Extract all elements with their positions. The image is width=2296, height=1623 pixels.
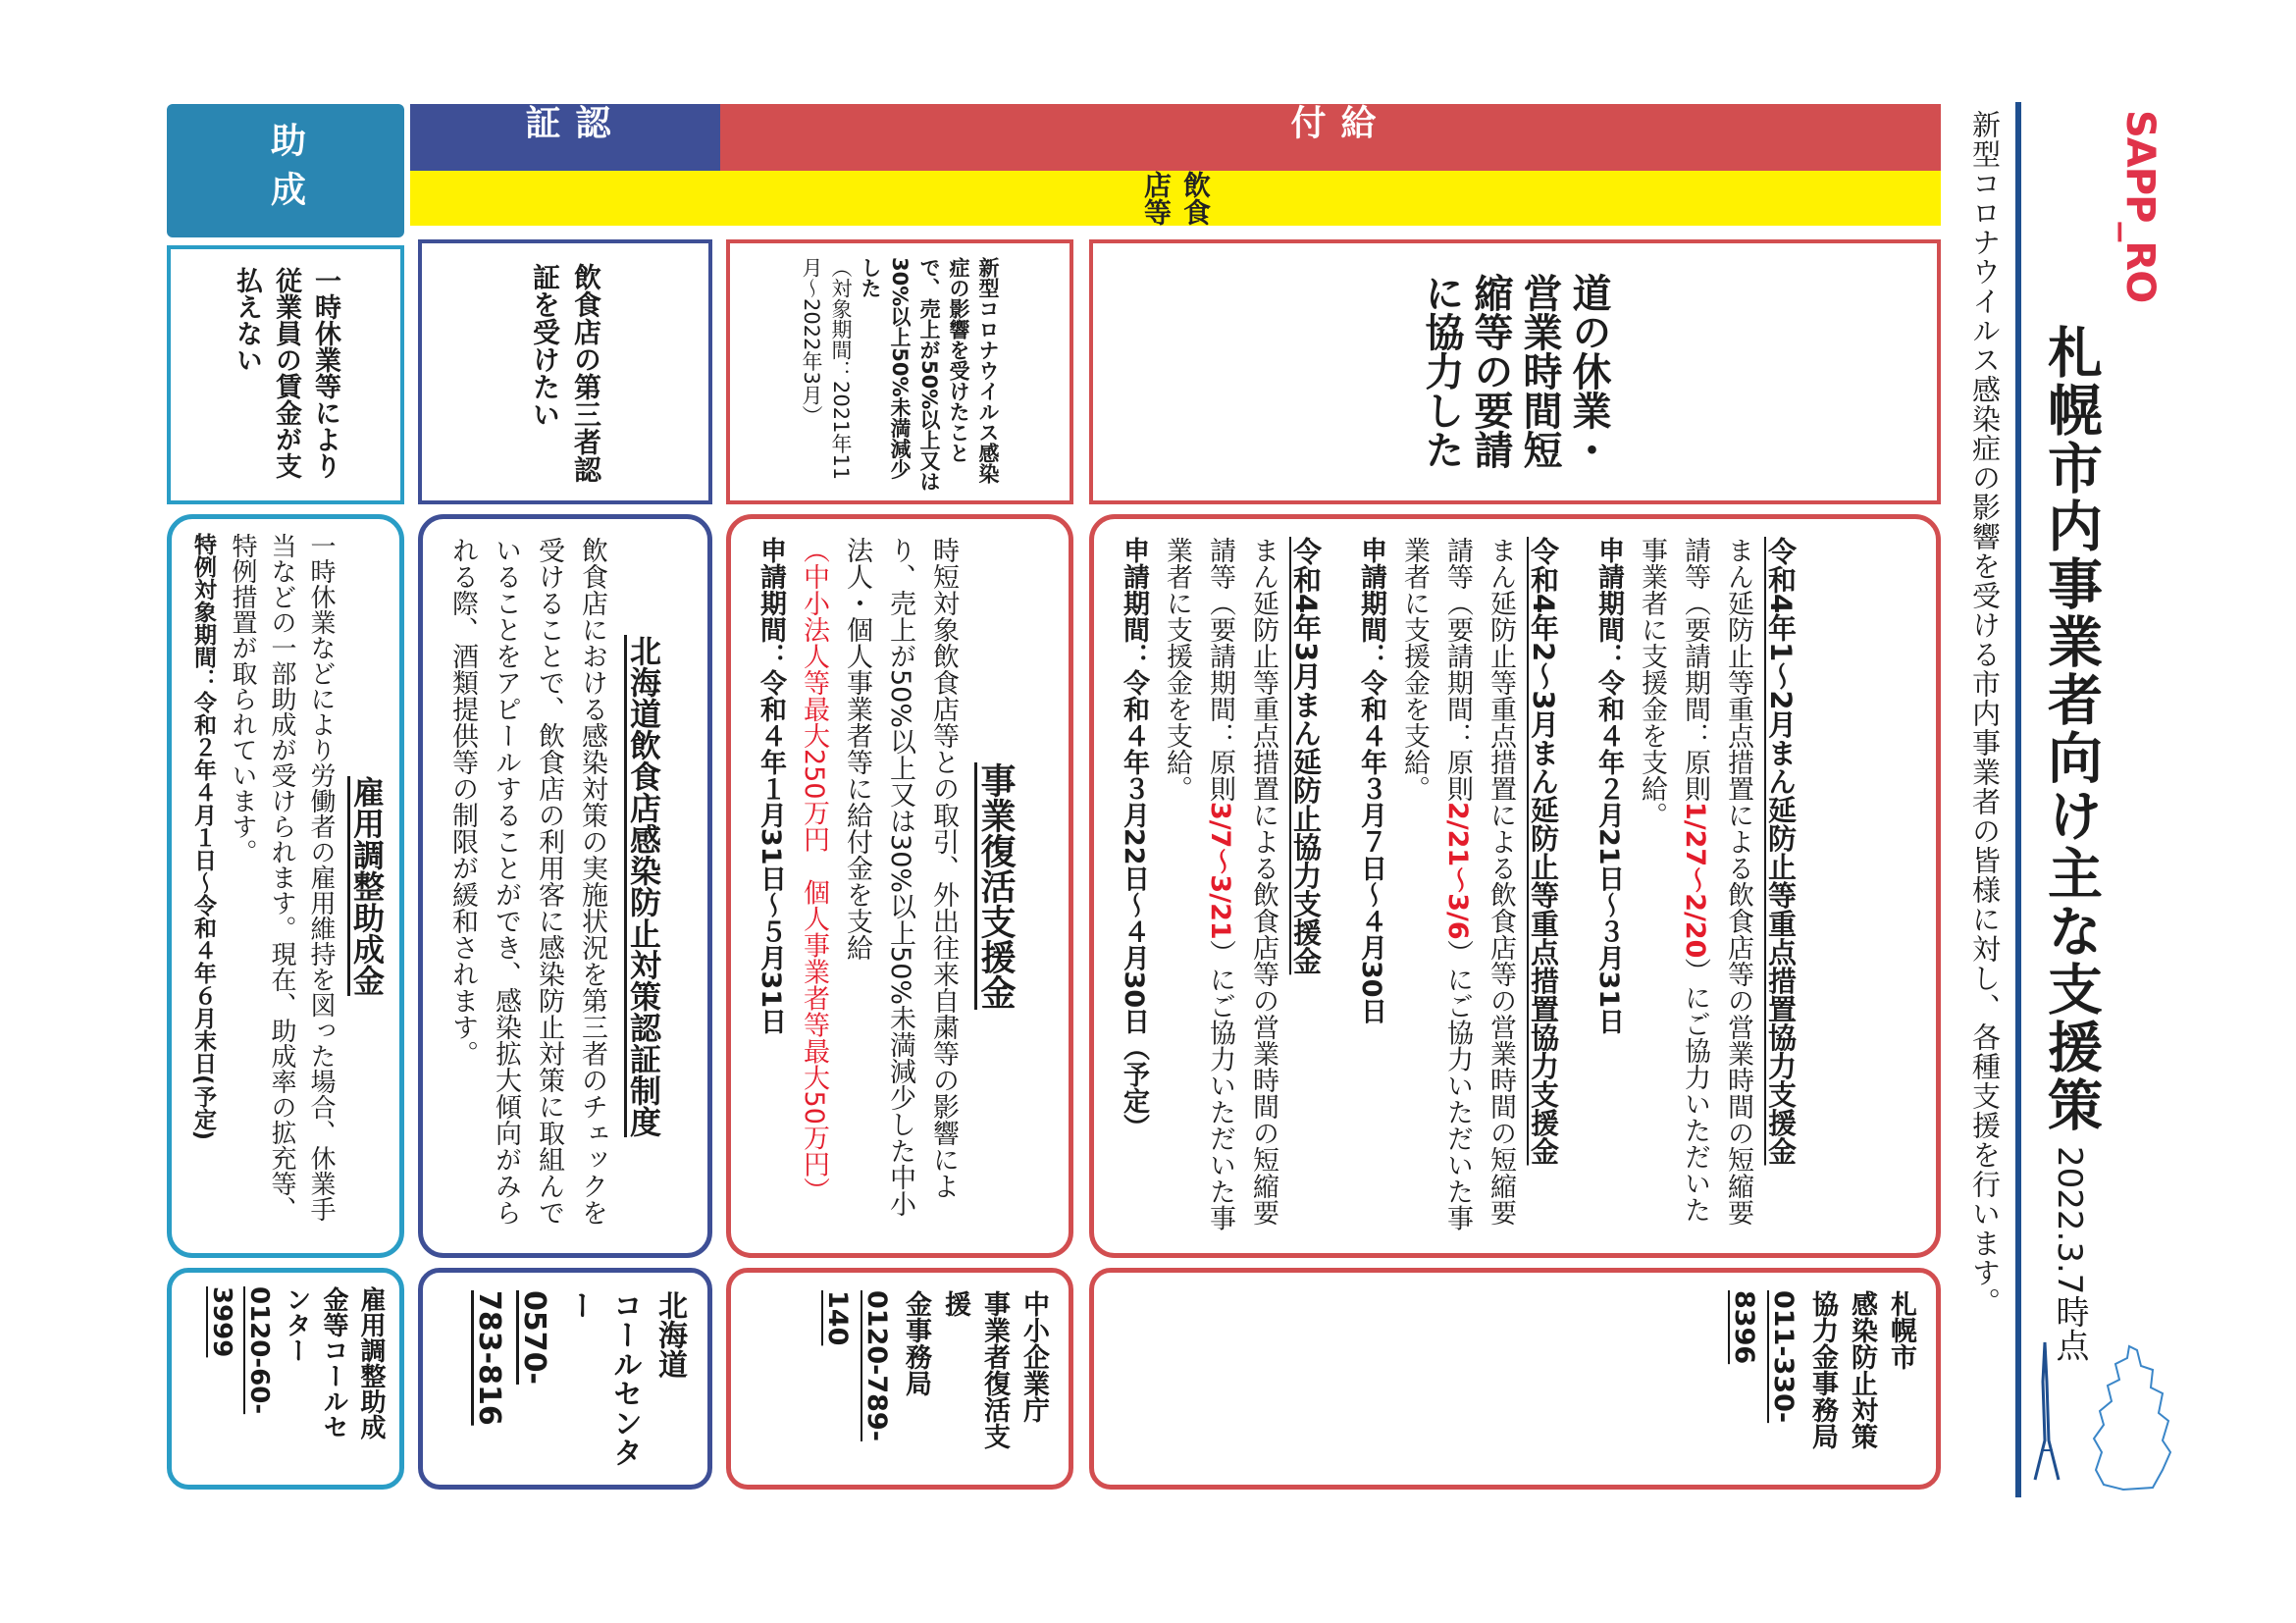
koyo-period: 特例対象期間：令和２年４月１日～令和４年６月末日(予定) xyxy=(190,533,216,1141)
kyoryoku-detail-text xyxy=(1112,537,1802,1235)
condition-box-fukkatsu xyxy=(726,239,1073,504)
category-inshoku xyxy=(410,171,1941,226)
block3-period: 申請期間：令和４年３月22日～４月30日（予定） xyxy=(1119,537,1149,1141)
category-kyufu-label: 給付 xyxy=(1285,104,1376,139)
fukkatsu-contact: 中小企業庁 事業者復活支援 金事務局 0120-789- 140 xyxy=(822,1290,1049,1449)
condition-box-koyo xyxy=(167,245,404,504)
ninsho-body: 飲食店における感染対策の実施状況を第三者のチェックを受けることで、飲食店の利用客に感染防止対策に取組んでいることをアピールすることができ、感染拡大傾向がみられる際、酒類提供等の制限が緩和されます。 xyxy=(447,537,607,1226)
kyoryoku-contact: 札幌市 感染防止対策 協力金事務局 011-330- 8396 xyxy=(1729,1290,1916,1449)
block1-body: まん延防止等重点措置による飲食店等の営業時間の短縮要請等（要請期間：原則1/27～2/20）にご協力いただいた事業者に支援金を支給。 xyxy=(1637,537,1753,1226)
kyoryoku-detail-box xyxy=(1089,514,1941,1258)
condition-text-ninsho: 飲食店の第三者認証を受けたい xyxy=(529,263,602,483)
condition-box-ninsho xyxy=(418,239,712,504)
block1-heading: 令和4年1～2月まん延防止等重点措置協力支援金 xyxy=(1764,537,1798,1166)
ninsho-contact: 北海道 コールセンター 0570- 783-816 xyxy=(472,1290,687,1467)
condition-text-fukkatsu: 新型コロナウイルス感染症の影響を受けたことで、売上が50%以上又は30%以上50%未満減少した （対象期間：2021年11月～2022年3月） xyxy=(800,257,1000,493)
block2-body: まん延防止等重点措置による飲食店等の営業時間の短縮要請等（要請期間：原則2/21～3/6）にご協力いただいた事業者に支援金を支給。 xyxy=(1399,537,1516,1231)
block1-period: 申請期間：令和４年２月21日～３月31日 xyxy=(1593,537,1624,1035)
block3-heading: 令和4年3月まん延防止協力支援金 xyxy=(1289,537,1323,975)
fukkatsu-detail-text xyxy=(749,537,1025,1235)
fukkatsu-body: 時短対象飲食店等との取引、外出往来自粛等の影響により、売上が50%以上又は30%以上50%未満減少した中小法人・個人事業者等に給付金を支給 xyxy=(842,537,959,1218)
ninsho-detail-box xyxy=(418,514,712,1258)
kyoryoku-contact-box xyxy=(1089,1268,1941,1490)
koyo-title: 雇用調整助成金 xyxy=(348,776,386,996)
fukkatsu-amount: （中小法人等最大250万円 個人事業者等最大50万円） xyxy=(799,537,829,1204)
ninsho-contact-box xyxy=(418,1268,712,1490)
fukkatsu-period: 申請期間：令和４年１月31日～５月31日 xyxy=(756,537,786,1035)
category-josei xyxy=(167,104,404,237)
tv-tower-skyline-icon xyxy=(2006,1323,2172,1499)
koyo-detail-text xyxy=(183,533,393,1239)
category-kyufu xyxy=(720,104,1941,171)
page-title: 札幌市内事業者向け主な支援策 xyxy=(2039,324,2103,1134)
koyo-contact: 雇用調整助成 金等コールセ ンター 0120-60- 3999 xyxy=(207,1286,386,1440)
page-subtitle: 新型コロナウイルス感染症の影響を受ける市内事業者の皆様に対し、各種支援を行います。 xyxy=(1968,110,2002,1317)
sapporo-logo: SAPP_RO xyxy=(2117,110,2163,303)
as-of-date: 2022.3.7時点 xyxy=(2050,1146,2089,1362)
fukkatsu-detail-box xyxy=(726,514,1073,1258)
block3-body: まん延防止等重点措置による飲食店等の営業時間の短縮要請等（要請期間：原則3/7～3/21）にご協力いただいた事業者に支援金を支給。 xyxy=(1162,537,1278,1231)
condition-text: 道の休業・営業時間短縮等の要請に協力した xyxy=(1419,273,1611,469)
title-rule xyxy=(2015,102,2021,1497)
block2-heading: 令和4年2～3月まん延防止等重点措置協力支援金 xyxy=(1527,537,1560,1166)
condition-text-koyo: 一時休業等により従業員の賃金が支払えない xyxy=(232,267,340,479)
koyo-detail-box xyxy=(167,514,404,1258)
koyo-contact-box xyxy=(167,1268,404,1490)
koyo-body: 一時休業などにより労働者の雇用維持を図った場合、休業手当などの一部助成が受けられます。現在、助成率の拡充等、特例措置が取られています。 xyxy=(228,533,336,1222)
ninsho-title: 北海道飲食店感染防止対策認証制度 xyxy=(625,635,662,1137)
condition-box-kyoryoku xyxy=(1089,239,1941,504)
category-ninsho xyxy=(410,104,720,171)
category-ninsho-label: 認証 xyxy=(520,104,610,139)
block2-period: 申請期間：令和４年３月７日～４月30日 xyxy=(1356,537,1386,1024)
fukkatsu-title: 事業復活支援金 xyxy=(975,762,1016,1010)
ninsho-detail-text xyxy=(441,537,674,1235)
category-inshoku-label: 飲食店等 xyxy=(1140,171,1212,226)
fukkatsu-contact-box xyxy=(726,1268,1073,1490)
category-josei-label: 助成 xyxy=(265,122,306,220)
